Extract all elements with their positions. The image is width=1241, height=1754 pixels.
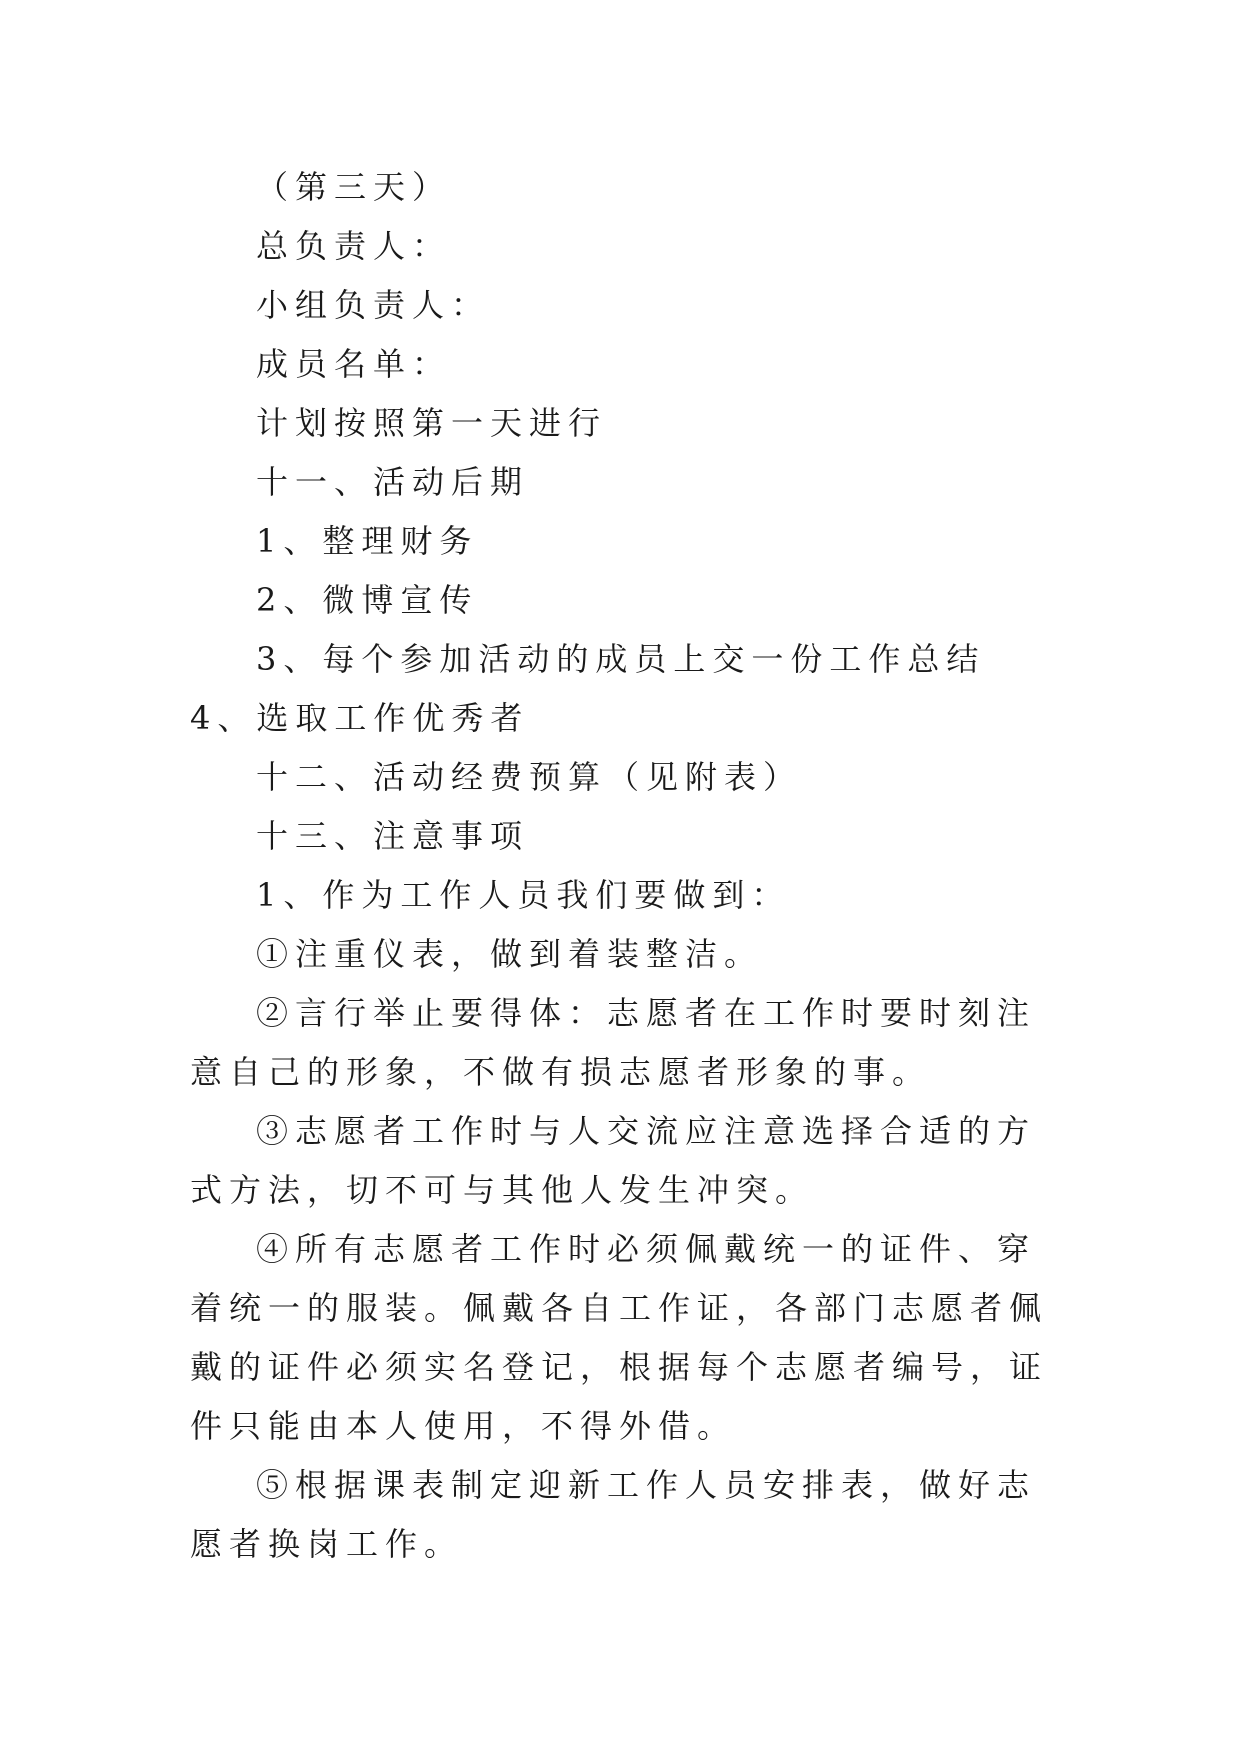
section-thirteen-heading: 十三、注意事项 — [256, 817, 530, 855]
plan-note: 计划按照第一天进行 — [256, 404, 608, 442]
list-item: 1、整理财务 — [256, 522, 479, 560]
general-lead-line: 总负责人： — [256, 227, 452, 265]
list-item: ②言行举止要得体：志愿者在工作时要时刻注意自己的形象，不做有损志愿者形象的事。 — [190, 994, 1037, 1091]
group-lead-line: 小组负责人： — [256, 286, 491, 324]
section-twelve-heading: 十二、活动经费预算（见附表） — [256, 758, 803, 796]
list-item: ①注重仪表，做到着装整洁。 — [256, 935, 764, 973]
list-item: 2、微博宣传 — [256, 581, 479, 619]
list-item: 1、作为工作人员我们要做到： — [256, 876, 791, 914]
document-body — [190, 158, 1060, 1574]
list-item: 3、每个参加活动的成员上交一份工作总结 4、选取工作优秀者 — [190, 640, 986, 737]
section-eleven-heading: 十一、活动后期 — [256, 463, 530, 501]
day-three-heading: （第三天） — [256, 168, 452, 206]
list-item: ⑤根据课表制定迎新工作人员安排表，做好志愿者换岗工作。 — [190, 1466, 1037, 1563]
list-item: ④所有志愿者工作时必须佩戴统一的证件、穿着统一的服装。佩戴各自工作证，各部门志愿者佩戴的证件必须实名登记，根据每个志愿者编号，证件只能由本人使用，不得外借。 — [190, 1230, 1049, 1445]
list-item: ③志愿者工作时与人交流应注意选择合适的方式方法，切不可与其他人发生冲突。 — [190, 1112, 1037, 1209]
member-list-line: 成员名单： — [256, 345, 452, 383]
